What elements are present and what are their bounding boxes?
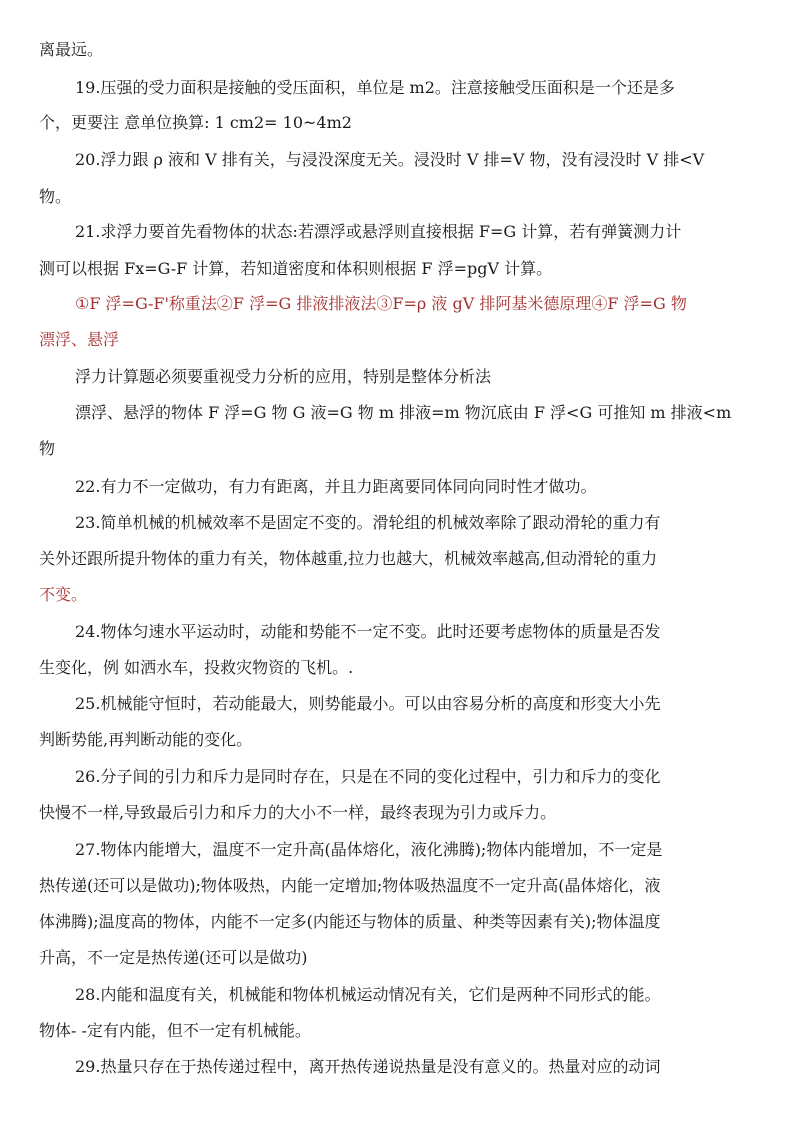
item-27-cont: 升高，不一定是热传递(还可以是做功)	[39, 948, 308, 967]
item-21-cont: 测可以根据 Fx=G-F 计算，若知道密度和体积则根据 F 浮=pgV 计算。	[39, 259, 553, 278]
item-27-line: 27.物体内能增大，温度不一定升高(晶体熔化，液化沸腾);物体内能增加，不一定是	[75, 840, 663, 859]
buoyancy-note-line: 浮力计算题必须要重视受力分析的应用，特别是整体分析法	[75, 367, 492, 386]
buoyancy-methods-line: ①F 浮=G-F'称重法②F 浮=G 排液排液法③F=ρ 液 gV 排阿基米德原理④F 浮=G 物	[75, 294, 687, 313]
item-27-cont: 热传递(还可以是做功);物体吸热，内能一定增加;物体吸热温度不一定升高(晶体熔化，液	[39, 876, 661, 895]
item-19-cont: 个，更要注 意单位换算: 1 cm2= 10~4m2	[39, 113, 352, 132]
floating-objects-cont: 物	[39, 439, 56, 458]
item-24-cont: 生变化，例 如洒水车，投救灾物资的飞机。.	[39, 658, 354, 677]
floating-objects-line: 漂浮、悬浮的物体 F 浮=G 物 G 液=G 物 m 排液=m 物沉底由 F 浮<G 可推知 m 排液<m	[75, 403, 732, 422]
item-24-line: 24.物体匀速水平运动时，动能和势能不一定不变。此时还要考虑物体的质量是否发	[75, 622, 661, 641]
item-27-cont: 体沸腾);温度高的物体，内能不一定多(内能还与物体的质量、种类等因素有关);物体温度	[39, 912, 661, 931]
item-23-cont: 关外还跟所提升物体的重力有关，物体越重,拉力也越大，机械效率越高,但动滑轮的重力	[39, 549, 658, 568]
item-28-line: 28.内能和温度有关，机械能和物体机械运动情况有关，它们是两种不同形式的能。	[75, 985, 661, 1004]
item-25-line: 25.机械能守恒时，若动能最大，则势能最小。可以由容易分析的高度和形变大小先	[75, 694, 661, 713]
item-26-line: 26.分子间的引力和斥力是同时存在，只是在不同的变化过程中，引力和斥力的变化	[75, 767, 661, 786]
item-19-line: 19.压强的受力面积是接触的受压面积，单位是 m2。注意接触受压面积是一个还是多	[75, 78, 675, 97]
item-29-line: 29.热量只存在于热传递过程中，离开热传递说热量是没有意义的。热量对应的动词	[75, 1057, 661, 1076]
item-20-line: 20.浮力跟 ρ 液和 V 排有关，与浸没深度无关。浸没时 V 排=V 物，没有浸没时 V 排<V	[75, 150, 705, 169]
item-25-cont: 判断势能,再判断动能的变化。	[39, 730, 253, 749]
item-28-cont: 物体- -定有内能，但不一定有机械能。	[39, 1021, 311, 1040]
item-22-line: 22.有力不一定做功，有力有距离，并且力距离要同体同向同时性才做功。	[75, 477, 597, 496]
buoyancy-methods-cont: 漂浮、悬浮	[39, 330, 120, 349]
item-23-cont: 不变。	[39, 585, 88, 604]
text-line: 离最远。	[39, 40, 104, 59]
item-23-line: 23.简单机械的机械效率不是固定不变的。滑轮组的机械效率除了跟动滑轮的重力有	[75, 513, 661, 532]
item-21-line: 21.求浮力要首先看物体的状态:若漂浮或悬浮则直接根据 F=G 计算，若有弹簧测力计	[75, 222, 682, 241]
item-20-cont: 物。	[39, 187, 72, 206]
item-26-cont: 快慢不一样,导致最后引力和斥力的大小不一样，最终表现为引力或斥力。	[39, 803, 557, 822]
